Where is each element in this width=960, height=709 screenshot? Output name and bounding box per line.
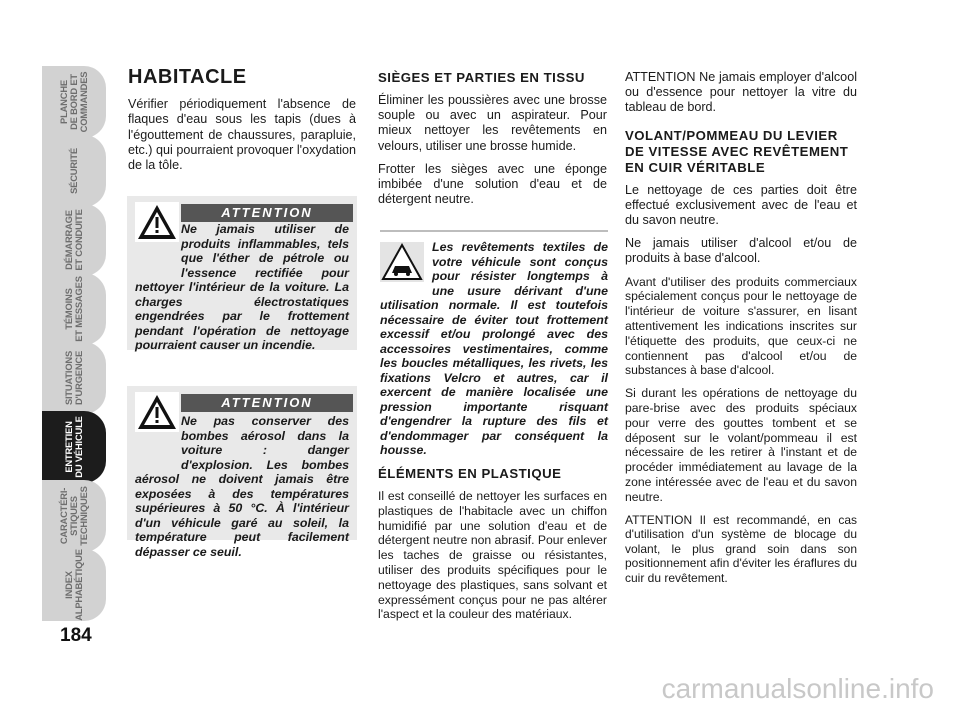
paragraph: Frotter les sièges avec une éponge imbibée d'une solution d'eau et de détergent neutre. [378,161,607,207]
tab-index[interactable]: INDEX ALPHABÉTIQUE [42,549,106,621]
tab-entretien-active[interactable]: ENTRETIEN DU VÉHICULE [42,411,106,483]
section-title: HABITACLE [128,66,247,88]
section-heading: SIÈGES ET PARTIES EN TISSU [378,70,585,85]
warning-text: Ne pas conserver des bombes aérosol dans la voiture : danger d'explosion. Les bombes aérosol ne doivent jamais être exposées à des températures supérieures à 50 °C. À l'intérieur d'un véhicule garé au soleil, la température peut facilement dépasser ce seuil. [135,414,349,559]
paragraph: Il est conseillé de nettoyer les surfaces en plastiques de l'habitacle avec un chiffon humidifié par une solution d'eau et de détergent neutre non abrasif. Pour enlever les taches de graisse ou résistantes, utiliser des produits spécifiques pour le nettoyage des plastiques, sans solvant et expressément conçus pour ne pas altérer l'aspect et la couleur des matériaux. [378,489,608,622]
column-sieges [378,70,607,215]
paragraph: Avant d'utiliser des produits commerciaux spécialement conçus pour le nettoyage de l'intérieur de voiture s'assurer, en lisant attentivement les indications inscrites sur l'étiquette des produits, que ceux-ci ne contiennent pas d'alcool et/ou de substances à base d'alcool. [625,274,857,378]
warning-header: ATTENTION [181,204,353,222]
warning-box-flammable [127,196,357,350]
paragraph: Éliminer les poussières avec une brosse souple ou avec un aspirateur. Pour mieux nettoyer les revêtements en velours, utiliser une brosse humide. [378,93,607,153]
section-heading: VOLANT/POMMEAU DU LEVIER DE VITESSE AVEC REVÊTEMENT EN CUIR VÉRITABLE [625,127,849,175]
page-number: 184 [60,625,92,646]
tab-temoins[interactable]: TÉMOINS ET MESSAGES [42,273,106,345]
watermark: carmanualsonline.info [661,673,934,704]
tab-securite[interactable]: SÉCURITÉ [42,135,106,207]
tab-caracteristiques[interactable]: CARACTÉRI- STIQUES TECHNIQUES [42,480,106,552]
column-habitacle [128,66,356,181]
warning-text: Ne jamais utiliser de produits inflammables, tels que l'éther de pétrole ou l'essence rectifiée pour nettoyer l'intérieur de la voiture. La charges électrostatiques engendrées par le frottement pendant l'opération de nettoyage pourraient causer un incendie. [135,222,349,352]
column-volant [625,70,857,594]
warning-box-aerosol [127,386,357,559]
divider [380,230,608,232]
paragraph: Ne jamais utiliser d'alcool et/ou de produits à base d'alcool. [625,236,857,266]
paragraph: Le nettoyage de ces parties doit être effectué exclusivement avec de l'eau et du savon neutre. [625,182,857,228]
paragraph: ATTENTION Il est recommandé, en cas d'utilisation d'un système de blocage du volant, le plus grand soin dans son positionnement afin d'éviter les éraflures du cuir du revêtement. [625,512,857,585]
tab-planche-de-bord[interactable]: PLANCHE DE BORD ET COMMANDES [42,66,106,138]
warning-header: ATTENTION [181,394,353,412]
paragraph: Vérifier périodiquement l'absence de flaques d'eau sous les tapis (dues à l'égouttement de chaussures, parapluie, etc.) qui pourraient provoquer l'oxydation de la tôle. [128,97,356,173]
tab-demarrage[interactable]: DÉMARRAGE ET CONDUITE [42,204,106,276]
paragraph: ATTENTION Ne jamais employer d'alcool ou d'essence pour nettoyer la vitre du tableau de bord. [625,70,857,115]
section-heading: ÉLÉMENTS EN PLASTIQUE [378,466,562,481]
tab-situations-urgence[interactable]: SITUATIONS D'URGENCE [42,342,106,414]
column-plastique [378,466,607,630]
note-text: Les revêtements textiles de votre véhicule sont conçus pour résister longtemps à une usure dérivant d'une utilisation normale. Il est toutefois nécessaire de éviter tout frottement excessif et/ou prolongé avec des accessoires vestimentaires, comme les boucles métalliques, les rivets, les fixations Velcro et autres, car il exercent de manière localisée une pression importante risquant d'engendrer la rupture des fils et d'endommager par conséquent la housse. [380,240,608,457]
paragraph: Si durant les opérations de nettoyage du pare-brise avec des produits spéciaux pour verre des gouttes tombent et se déposent sur le volant/pommeau il est nécessaire de les retirer à l'instant et de procéder immédiatement au lavage de la zone intéressée avec de l'eau et du savon neutre. [625,386,857,504]
